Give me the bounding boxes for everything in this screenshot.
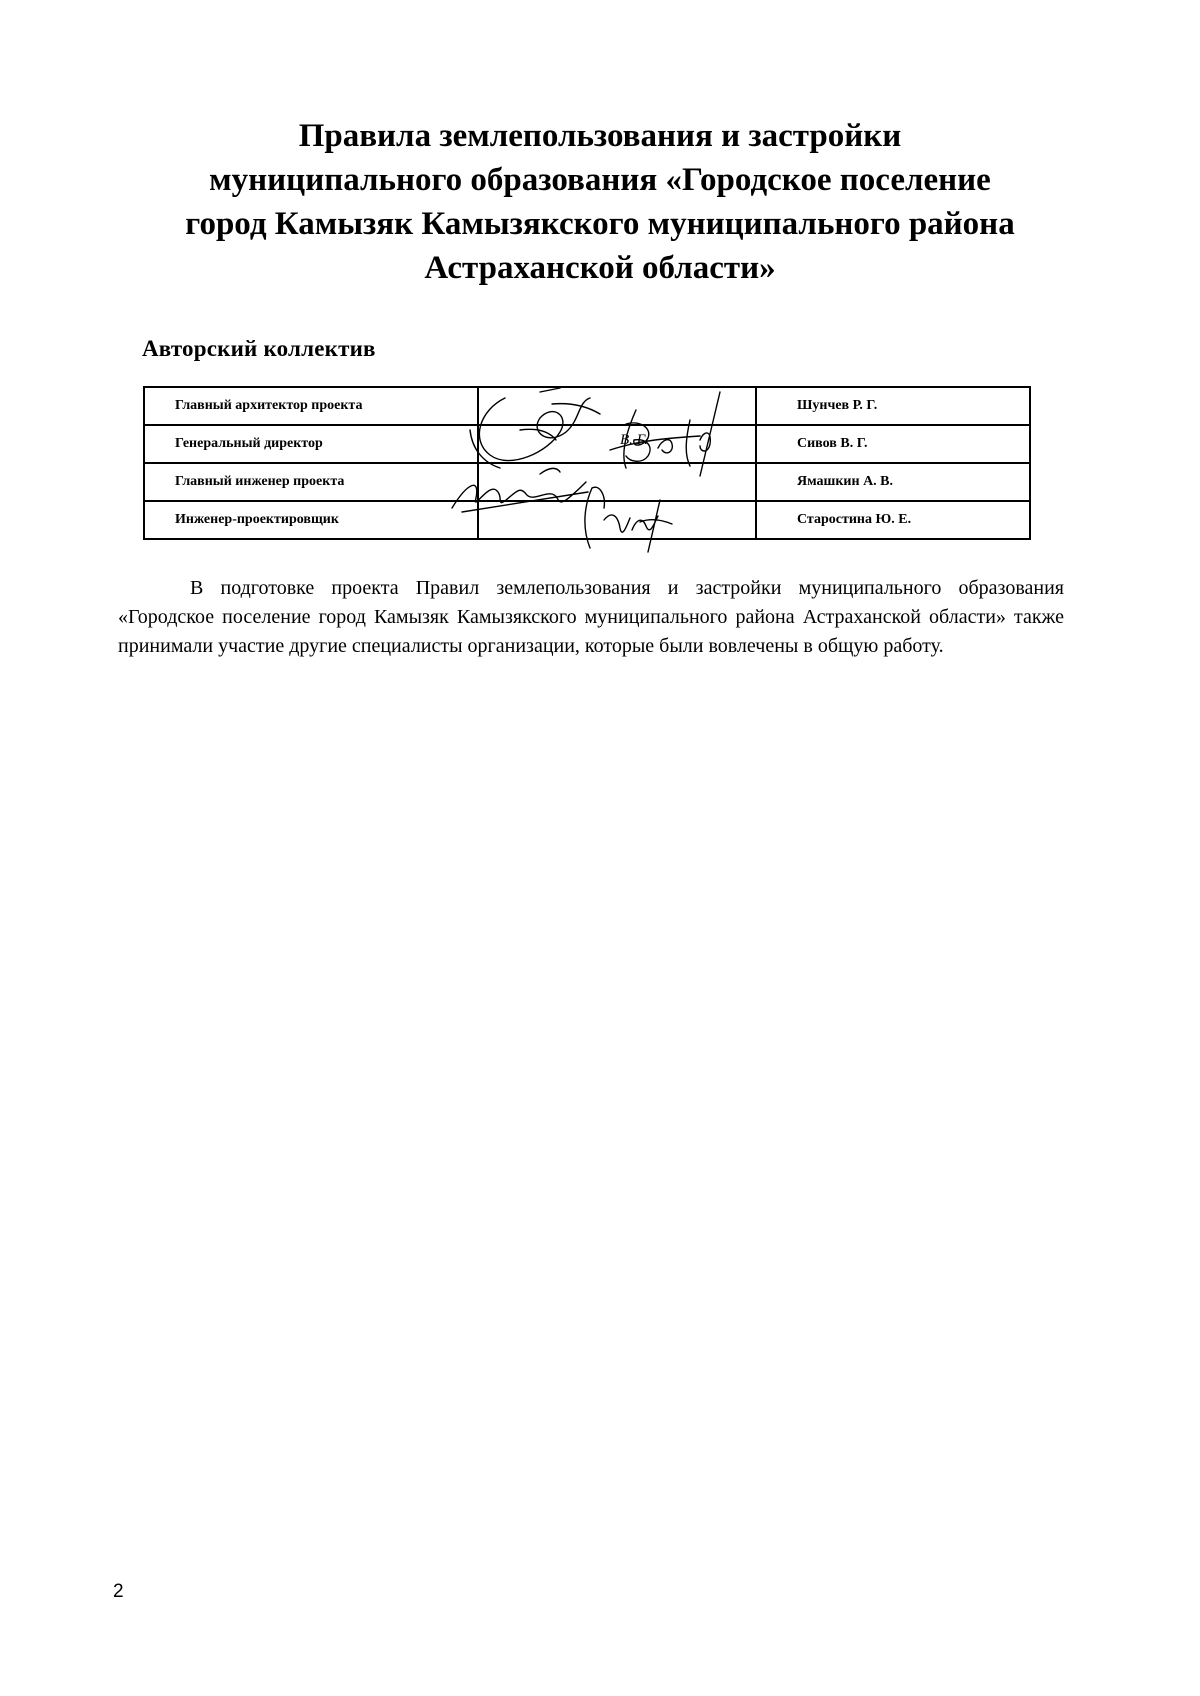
table-row (144, 425, 1030, 463)
role-cell: Главный архитектор проекта (144, 387, 478, 425)
table-row (144, 463, 1030, 501)
title-line: город Камызяк Камызякского муниципального района (185, 206, 1015, 242)
document-title (100, 114, 1100, 290)
body-paragraph: В подготовке проекта Правил землепользования и застройки муниципального образования «Городское поселение город Камызяк Камызякского муниципального района Астраханской области» также принимали участие другие специалисты организации, которые были вовлечены в общую работу. (118, 577, 1064, 657)
name-cell: Шунчев Р. Г. (756, 387, 1030, 425)
title-line: муниципального образования «Городское поселение (209, 162, 991, 198)
table-row (144, 501, 1030, 539)
signature-cell (478, 387, 756, 425)
signature-cell (478, 425, 756, 463)
name-cell: Сивов В. Г. (756, 425, 1030, 463)
page-number: 2 (113, 1581, 124, 1602)
authors-table (143, 386, 1031, 540)
title-line: Астраханской области» (424, 250, 776, 286)
name-cell: Ямашкин А. В. (756, 463, 1030, 501)
role-cell: Инженер-проектировщик (144, 501, 478, 539)
role-cell: Генеральный директор (144, 425, 478, 463)
table-row (144, 387, 1030, 425)
signature-2-text: В. Г. (620, 432, 648, 448)
role-cell: Главный инженер проекта (144, 463, 478, 501)
title-line: Правила землепользования и застройки (298, 118, 902, 154)
section-heading: Авторский коллектив (142, 336, 376, 361)
name-cell: Старостина Ю. Е. (756, 501, 1030, 539)
signature-cell (478, 463, 756, 501)
signature-cell (478, 501, 756, 539)
